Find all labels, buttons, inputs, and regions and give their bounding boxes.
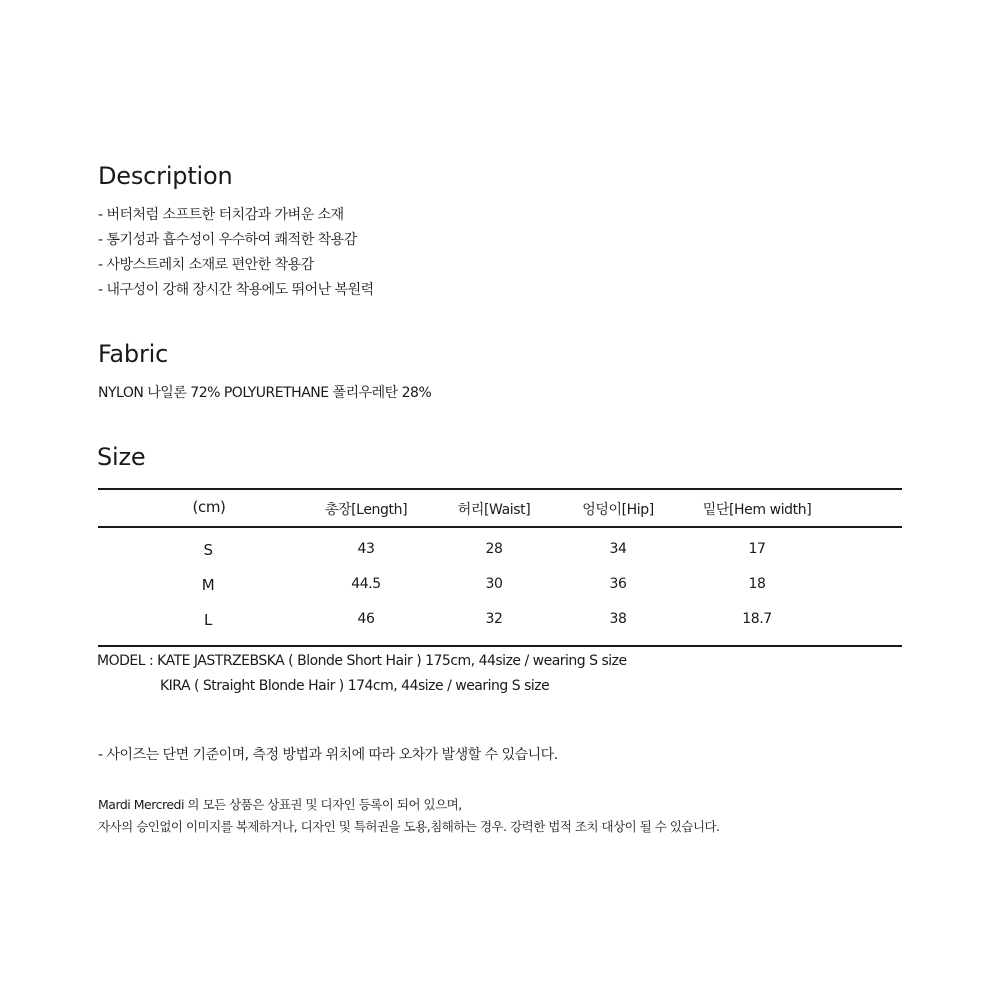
description-heading: Description (98, 162, 233, 190)
table-row-s-length: 43 (357, 541, 375, 557)
table-top-rule (98, 488, 902, 490)
copyright-line-2: 자사의 승인없이 이미지를 복제하거나, 디자인 및 특허권을 도용,침해하는 경우. 강력한 법적 조치 대상이 될 수 있습니다. (98, 819, 720, 834)
fabric-heading: Fabric (98, 340, 169, 368)
table-header-length: 총장[Length] (324, 502, 408, 518)
table-header-hip: 엉덩이[Hip] (582, 502, 654, 518)
table-row-l-hip: 38 (609, 611, 627, 627)
table-row-m-size: M (201, 576, 215, 594)
table-row-m-hip: 36 (609, 576, 627, 592)
table-row-s-hip: 34 (609, 541, 627, 557)
table-header-rule (98, 526, 902, 528)
table-row-m-length: 44.5 (351, 576, 381, 592)
table-row-l-hem: 18.7 (742, 611, 772, 627)
description-line-3: - 사방스트레치 소재로 편안한 착용감 (98, 257, 314, 273)
table-row-s-hem: 17 (748, 541, 766, 557)
size-note: - 사이즈는 단면 기준이며, 측정 방법과 위치에 따라 오차가 발생할 수 있습니다. (98, 747, 558, 763)
table-row-l-size: L (204, 611, 212, 629)
description-line-2: - 통기성과 흡수성이 우수하여 쾌적한 착용감 (98, 232, 357, 248)
table-row-s-size: S (203, 541, 213, 559)
description-line-1: - 버터처럼 소프트한 터치감과 가벼운 소재 (98, 207, 344, 223)
description-line-4: - 내구성이 강해 장시간 착용에도 뛰어난 복원력 (98, 282, 374, 298)
table-row-m-waist: 30 (485, 576, 503, 592)
table-row-l-length: 46 (357, 611, 375, 627)
table-header-waist: 허리[Waist] (457, 502, 531, 518)
copyright-line-1: Mardi Mercredi 의 모든 상품은 상표권 및 디자인 등록이 되어 있으며, (98, 797, 462, 812)
fabric-composition: NYLON 나일론 72% POLYURETHANE 폴리우레탄 28% (98, 385, 432, 401)
table-header-hem: 밑단[Hem width] (702, 502, 812, 518)
table-row-s-waist: 28 (485, 541, 503, 557)
table-row-l-waist: 32 (485, 611, 503, 627)
table-header-cm: (cm) (192, 498, 226, 516)
model-line-1: MODEL : KATE JASTRZEBSKA ( Blonde Short Hair ) 175cm, 44size / wearing S size (97, 653, 627, 669)
model-line-2: KIRA ( Straight Blonde Hair ) 174cm, 44size / wearing S size (160, 678, 550, 694)
table-row-m-hem: 18 (748, 576, 766, 592)
size-heading: Size (97, 443, 146, 471)
table-bottom-rule (98, 645, 902, 647)
